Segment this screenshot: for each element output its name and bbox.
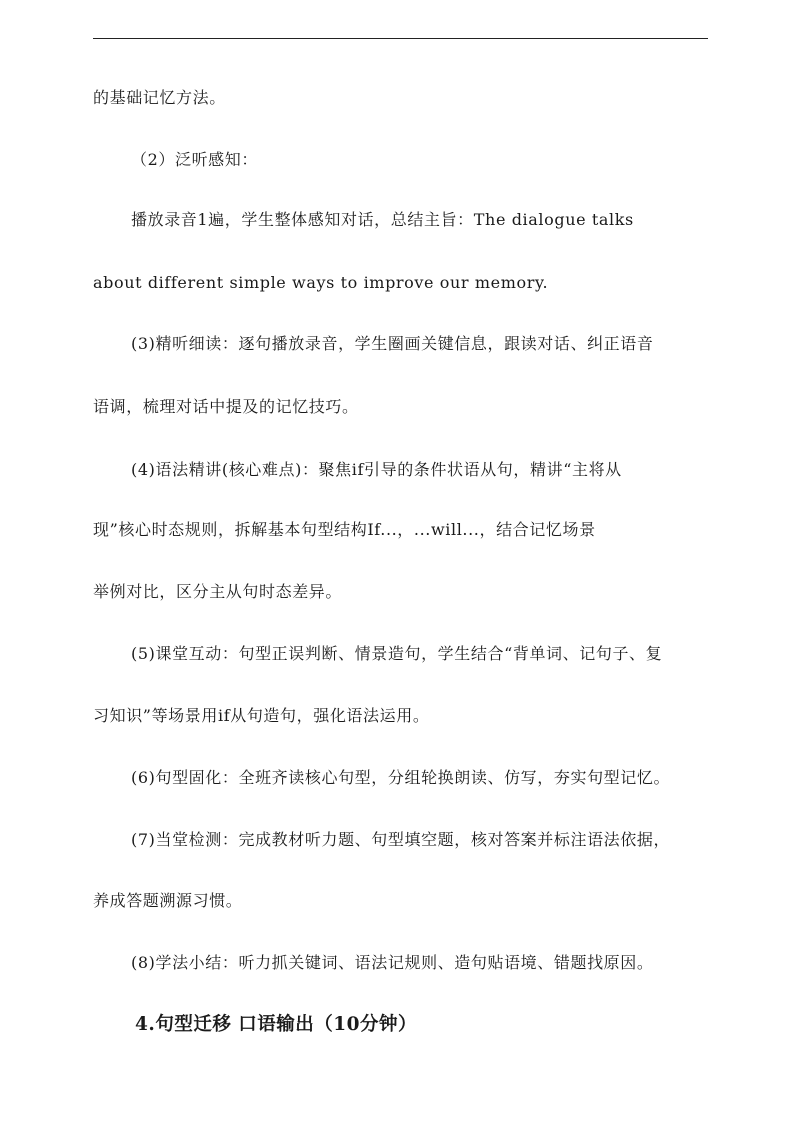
paragraph-line: (3)精听细读：逐句播放录音，学生圈画关键信息，跟读对话、纠正语音 (131, 334, 654, 353)
paragraph-line: 习知识”等场景用if从句造句，强化语法运用。 (93, 706, 430, 725)
paragraph-line: (8)学法小结：听力抓关键词、语法记规则、造句贴语境、错题找原因。 (131, 953, 654, 972)
paragraph-line: (5)课堂互动：句型正误判断、情景造句，学生结合“背单词、记句子、复 (131, 644, 663, 663)
paragraph-line: 播放录音1遍，学生整体感知对话，总结主旨：The dialogue talks (131, 210, 634, 229)
paragraph-line: 的基础记忆方法。 (93, 88, 226, 107)
paragraph-line: （2）泛听感知： (131, 150, 258, 169)
paragraph-line: about different simple ways to improve our memory. (93, 273, 549, 292)
paragraph-line: (4)语法精讲(核心难点)：聚焦if引导的条件状语从句，精讲“主将从 (131, 460, 622, 479)
paragraph-line: 举例对比，区分主从句时态差异。 (93, 582, 343, 601)
paragraph-line: (6)句型固化：全班齐读核心句型，分组轮换朗读、仿写，夯实句型记忆。 (131, 768, 671, 787)
paragraph-line: 语调，梳理对话中提及的记忆技巧。 (93, 397, 359, 416)
paragraph-line: 养成答题溯源习惯。 (93, 891, 243, 910)
paragraph-line: 现”核心时态规则，拆解基本句型结构If...，...will...，结合记忆场景 (93, 520, 596, 539)
section-heading: 4.句型迁移 口语输出（10分钟） (135, 1014, 417, 1035)
paragraph-line: (7)当堂检测：完成教材听力题、句型填空题，核对答案并标注语法依据， (131, 830, 671, 849)
header-rule (93, 38, 708, 39)
